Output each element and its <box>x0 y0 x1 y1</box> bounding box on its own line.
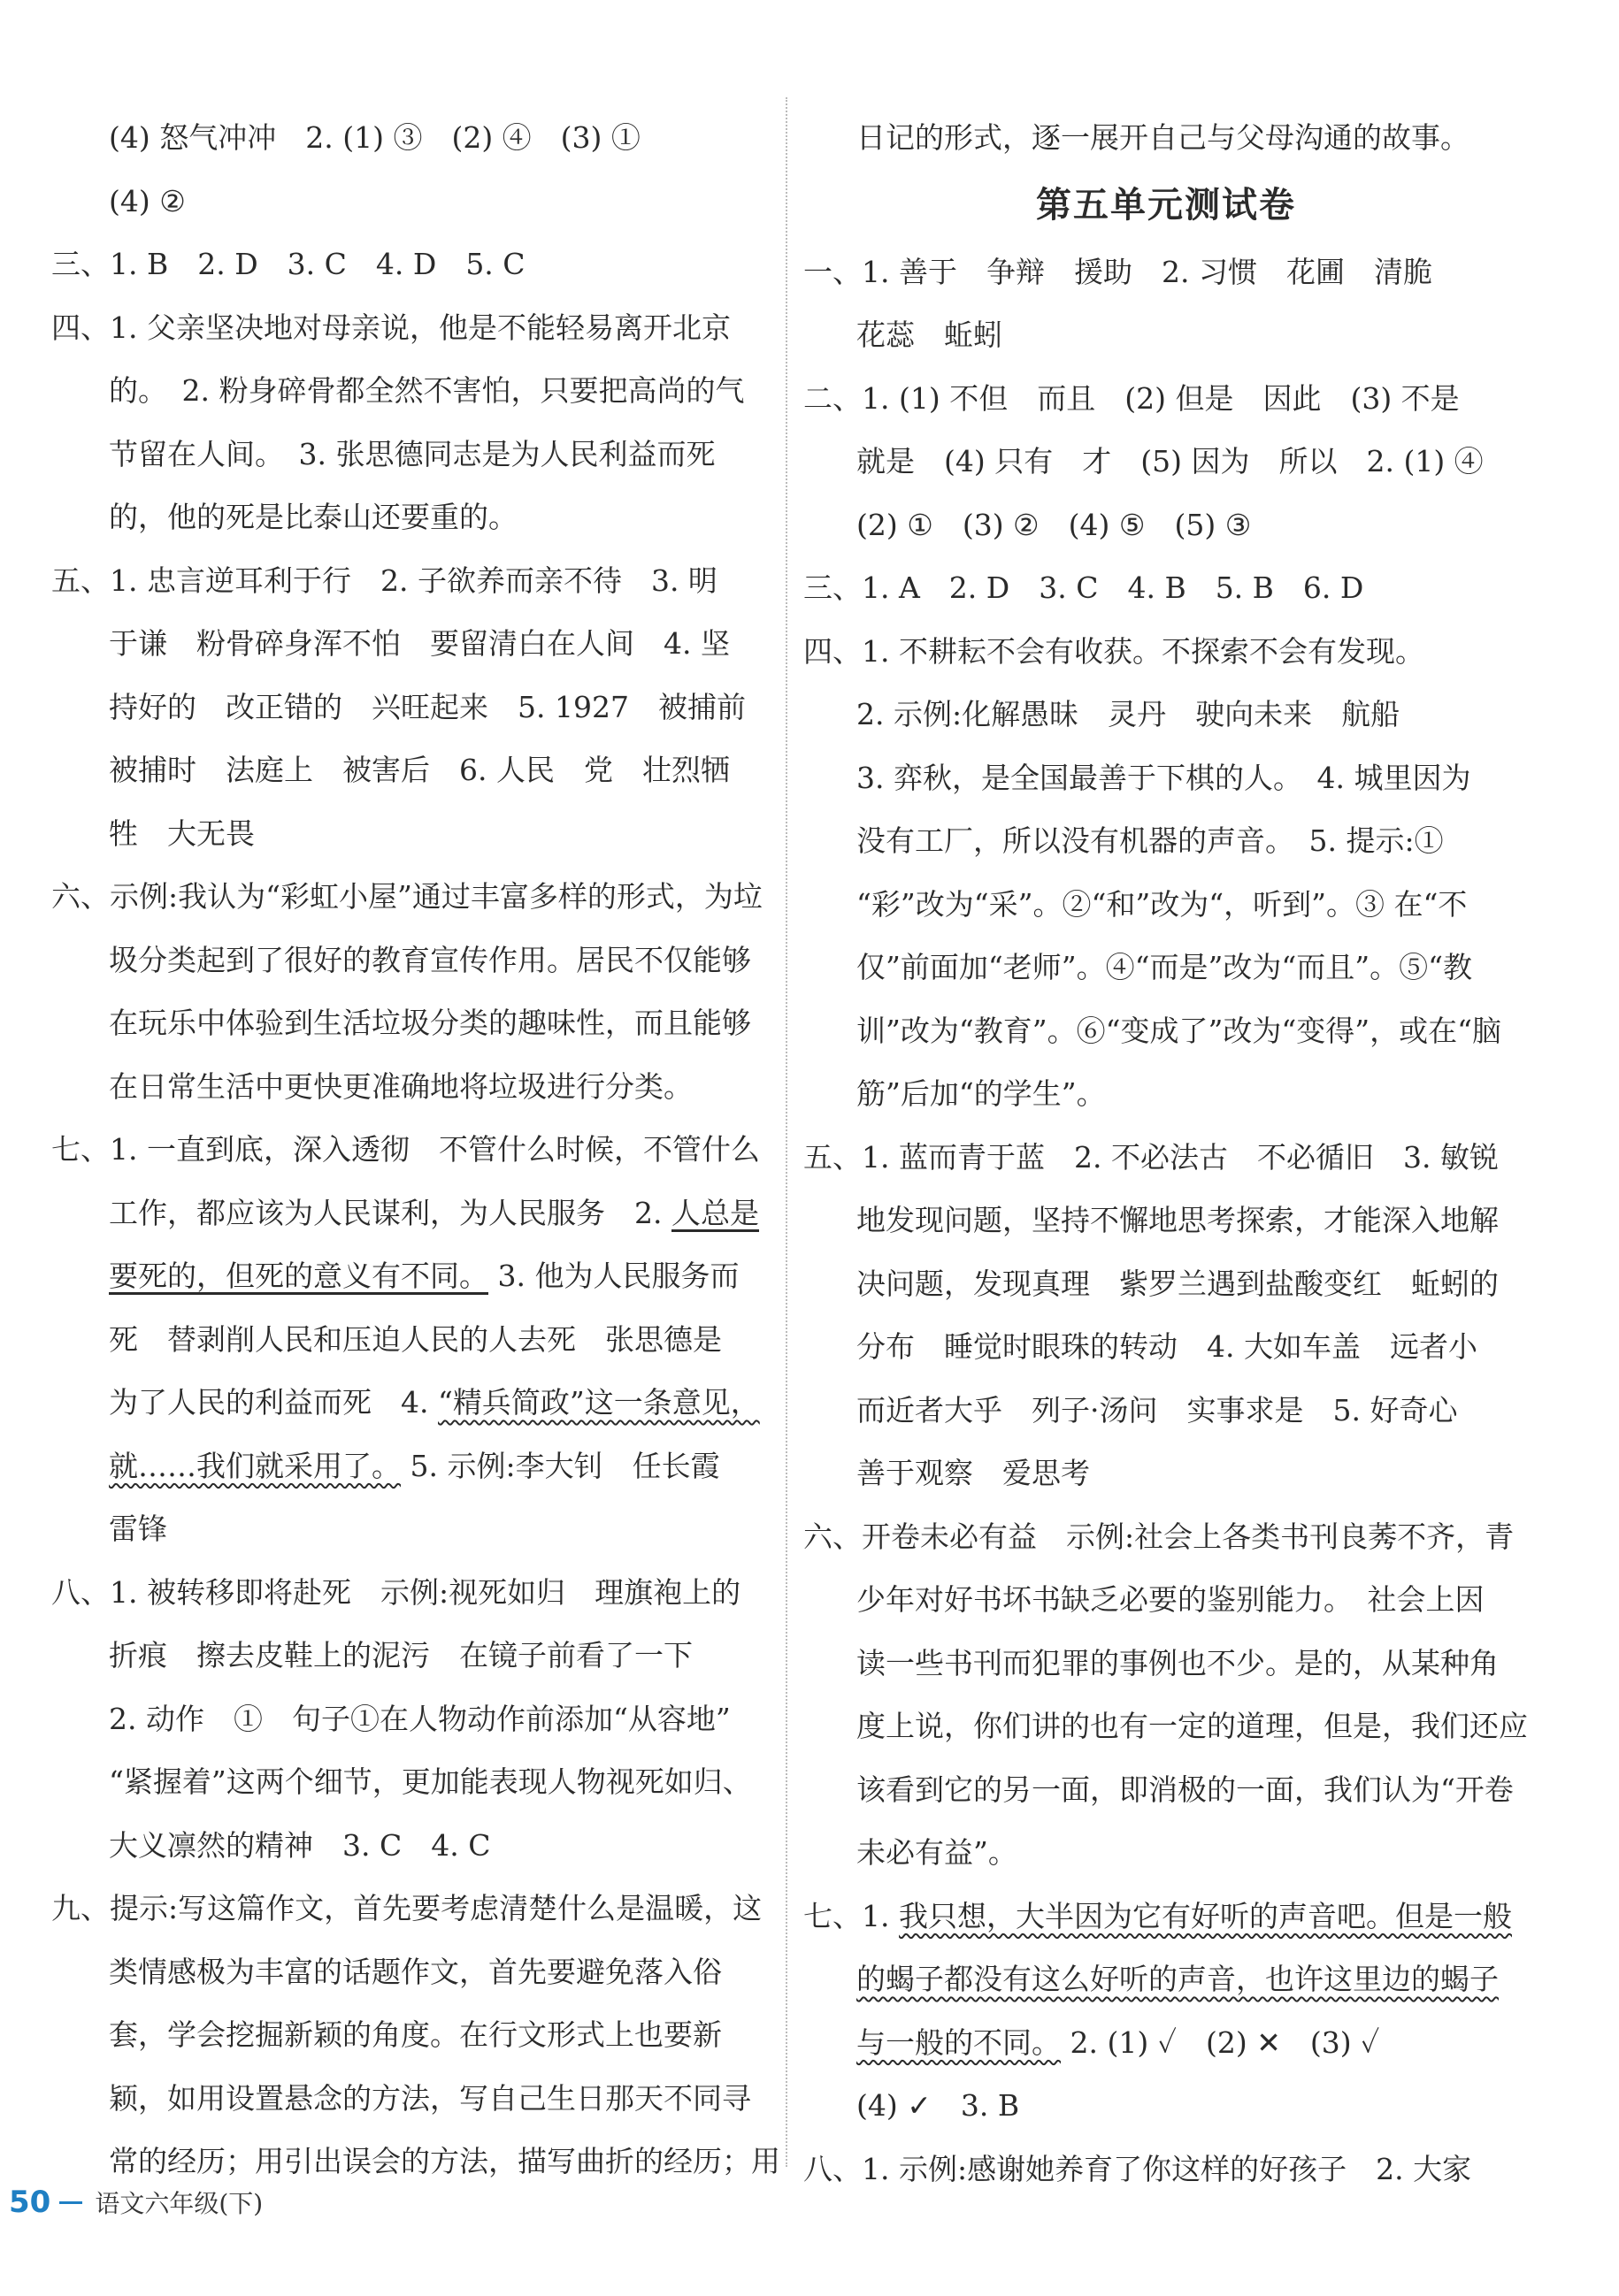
answer-line: 地发现问题，坚持不懈地思考探索，才能深入地解 <box>856 1203 1499 1237</box>
answer-line <box>803 2011 1529 2075</box>
right-column <box>803 106 1529 2200</box>
answer-line: 常的经历；用引出误会的方法，描写曲折的经历；用 <box>109 2144 780 2178</box>
answer-line: 颖，如用设置悬念的方法，写自己生日那天不同寻 <box>109 2080 751 2116</box>
underlined-answer: 人总是 <box>671 1195 759 1230</box>
answer-line: 于谦 粉骨碎身浑不怕 要留清白在人间 4. 坚 <box>109 626 730 661</box>
answer-line: 该看到它的另一面，即消极的一面，我们认为“开卷 <box>856 1772 1514 1807</box>
answer-line: 圾分类起到了很好的教育宣传作用。居民不仅能够 <box>109 942 751 977</box>
answer-line: 牲 大无畏 <box>109 815 255 851</box>
answer-line: 决问题，发现真理 紫罗兰遇到盐酸变红 蚯蚓的 <box>856 1266 1499 1301</box>
answer-text: 5. 示例:李大钊 任长霞 <box>410 1448 720 1483</box>
answer-text: 工作，都应该为人民谋利，为人民服务 2. <box>109 1195 663 1230</box>
answer-line: 大义凛然的精神 3. C 4. C <box>109 1827 491 1863</box>
unit5-section-5: 五、1. 蓝而青于蓝 2. 不必法古 不必循旧 3. 敏锐 <box>803 1139 1499 1175</box>
column-divider <box>786 97 787 2167</box>
answer-line: 在玩乐中体验到生活垃圾分类的趣味性，而且能够 <box>109 1006 751 1040</box>
wavy-underlined-answer: “精兵简政”这一条意见， <box>438 1385 760 1420</box>
answer-text: 为了人民的利益而死 4. <box>109 1385 429 1420</box>
answer-line: 分布 睡觉时眼珠的转动 4. 大如车盖 远者小 <box>856 1329 1477 1364</box>
answer-line <box>803 1948 1529 2011</box>
unit5-section-8: 八、1. 示例:感谢她养育了你这样的好孩子 2. 大家 <box>803 2151 1472 2186</box>
book-subject: 语文六年级(下) <box>95 2189 264 2218</box>
answer-line: 而近者大乎 列子·汤问 实事求是 5. 好奇心 <box>856 1392 1458 1427</box>
answer-line: 花蕊 蚯蚓 <box>856 318 1002 352</box>
answer-line: 3. 弈秋，是全国最善于下棋的人。 4. 城里因为 <box>856 760 1471 795</box>
answer-line: 日记的形式，逐一展开自己与父母沟通的故事。 <box>856 120 1469 155</box>
answer-line: (4) ② <box>109 183 186 218</box>
answer-line: 少年对好书坏书缺乏必要的鉴别能力。 社会上因 <box>856 1582 1485 1617</box>
unit5-section-2: 二、1. (1) 不但 而且 (2) 但是 因此 (3) 不是 <box>803 380 1460 416</box>
answer-line: 死 替剥削人民和压迫人民的人去死 张思德是 <box>109 1321 722 1357</box>
answer-text: 3. 他为人民服务而 <box>497 1259 740 1293</box>
answer-line: 没有工厂，所以没有机器的声音。 5. 提示:① <box>856 823 1444 858</box>
answer-line: 就是 (4) 只有 才 (5) 因为 所以 2. (1) ④ <box>856 444 1484 478</box>
answer-line <box>51 1182 768 1245</box>
answer-line: 套，学会挖掘新颖的角度。在行文形式上也要新 <box>109 2017 722 2052</box>
binding-margin-fragments <box>0 0 19 2087</box>
answer-line: 类情感极为丰富的话题作文，首先要避免落入俗 <box>109 1954 722 1989</box>
answer-line: 被捕时 法庭上 被害后 6. 人民 党 壮烈牺 <box>109 753 730 787</box>
answer-line: 2. 动作 ① 句子①在人物动作前添加“从容地” <box>109 1701 731 1736</box>
underlined-answer: 要死的，但死的意义有不同。 <box>109 1259 488 1293</box>
wavy-underlined-answer: 的蝎子都没有这么好听的声音，也许这里边的蝎子 <box>856 1962 1499 1996</box>
answer-line: “彩”改为“采”。②“和”改为“，听到”。③ 在“不 <box>856 886 1468 922</box>
answer-line: 雷锋 <box>109 1512 167 1546</box>
answer-text: 七、1. <box>803 1898 890 1933</box>
answer-line: 在日常生活中更快更准确地将垃圾进行分类。 <box>109 1068 693 1104</box>
section-8-answers: 八、1. 被转移即将赴死 示例:视死如归 理旗袍上的 <box>51 1574 741 1610</box>
answer-line: (4) 怒气冲冲 2. (1) ③ (2) ④ (3) ① <box>109 120 641 155</box>
answer-line: 2. 示例:化解愚昧 灵丹 驶向未来 航船 <box>856 697 1400 731</box>
answer-line: 的，他的死是比泰山还要重的。 <box>109 500 518 534</box>
answer-line: 度上说，你们讲的也有一定的道理，但是，我们还应 <box>856 1709 1528 1743</box>
footer-dash <box>59 2201 82 2204</box>
answer-line: 仅”前面加“老师”。④“而是”改为“而且”。⑤“教 <box>856 950 1472 984</box>
answer-line: 折痕 擦去皮鞋上的泥污 在镜子前看了一下 <box>109 1638 693 1672</box>
unit5-section-6: 六、开卷未必有益 示例:社会上各类书刊良莠不齐，青 <box>803 1519 1515 1554</box>
margin-mark <box>2 113 14 126</box>
section-9-answers: 九、提示:写这篇作文，首先要考虑清楚什么是温暖，这 <box>51 1891 763 1925</box>
answer-line: 未必有益”。 <box>856 1835 1017 1870</box>
answer-text: 2. (1) ✓ (2) ✕ (3) ✓ <box>1070 2024 1380 2060</box>
section-7-answers: 七、1. 一直到底，深入透彻 不管什么时候，不管什么 <box>51 1132 760 1167</box>
answer-line <box>51 1435 768 1498</box>
answer-line: 节留在人间。 3. 张思德同志是为人民利益而死 <box>109 436 716 471</box>
page-footer <box>9 2180 263 2224</box>
answer-line: 的。 2. 粉身碎骨都全然不害怕，只要把高尚的气 <box>109 373 745 408</box>
section-6-answers: 六、示例:我认为“彩虹小屋”通过丰富多样的形式，为垃 <box>51 879 763 914</box>
answer-line: (2) ① (3) ② (4) ⑤ (5) ③ <box>856 507 1252 542</box>
unit5-section-1: 一、1. 善于 争辩 援助 2. 习惯 花圃 清脆 <box>803 254 1432 289</box>
unit5-section-4: 四、1. 不耕耘不会有收获。不探索不会有发现。 <box>803 633 1424 669</box>
section-3-answers: 三、1. B 2. D 3. C 4. D 5. C <box>51 247 526 281</box>
answer-line <box>51 1371 768 1435</box>
answer-line: 读一些书刊而犯罪的事例也不少。是的，从某种角 <box>856 1645 1499 1680</box>
section-title: 第五单元测试卷 <box>1036 184 1296 226</box>
answer-line: (4) ✓ 3. B <box>856 2088 1020 2123</box>
unit5-section-7 <box>803 1885 1529 1948</box>
section-5-answers: 五、1. 忠言逆耳利于行 2. 子欲养而亲不待 3. 明 <box>51 563 717 598</box>
unit5-section-3: 三、1. A 2. D 3. C 4. B 5. B 6. D <box>803 570 1364 605</box>
answer-line: 持好的 改正错的 兴旺起来 5. 1927 被捕前 <box>109 689 746 724</box>
answer-line <box>51 1244 768 1308</box>
page-number: 50 <box>9 2185 51 2220</box>
left-column <box>51 106 780 2193</box>
answer-line: 筋”后加“的学生”。 <box>856 1076 1106 1111</box>
wavy-underlined-answer: 与一般的不同。 <box>856 2024 1061 2060</box>
wavy-underlined-answer: 就……我们就采用了。 <box>109 1448 401 1483</box>
section-4-answers: 四、1. 父亲坚决地对母亲说，他是不能轻易离开北京 <box>51 310 731 345</box>
answer-line: 善于观察 爱思考 <box>856 1456 1090 1490</box>
answer-line: “紧握着”这两个细节，更加能表现人物视死如归、 <box>109 1764 752 1799</box>
answer-line: 训”改为“教育”。⑥“变成了”改为“变得”，或在“脑 <box>856 1013 1501 1048</box>
wavy-underlined-answer: 我只想，大半因为它有好听的声音吧。但是一般 <box>899 1898 1512 1933</box>
